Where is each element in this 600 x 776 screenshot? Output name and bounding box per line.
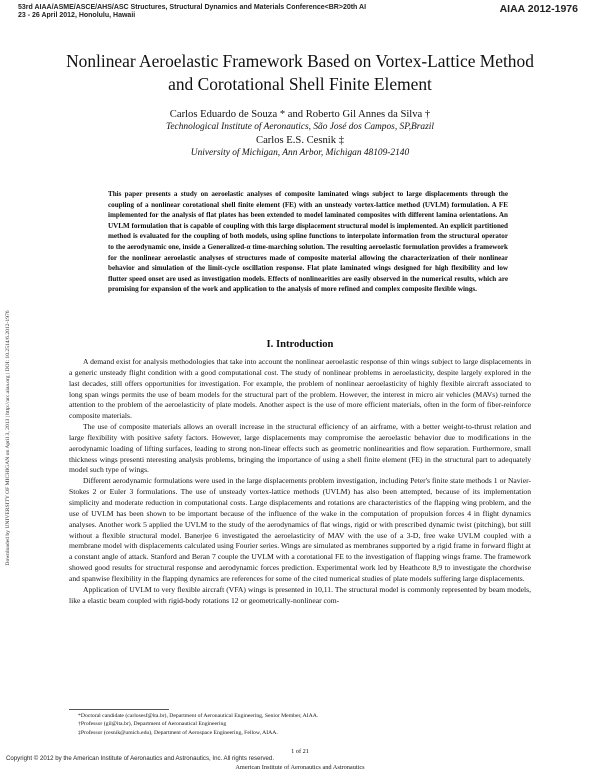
affiliation-1: Technological Institute of Aeronautics, São José dos Campos, SP,Brazil [166, 122, 434, 132]
paragraph: Application of UVLM to very flexible aircraft (VFA) wings is presented in 10,11. The structural model is commonly represented by beam models, like a elastic beam coupled with rigid-body rotations 12 or geometrically-nonlinear com- [69, 584, 531, 605]
paragraph: A demand exist for analysis methodologies that take into account the nonlinear aeroelastic response of thin wings subject to large displacements in a generic unsteady flight condition with a good computational cost. The study of nonlinear problems in aeroelasticity, despite largely explored in the last decades, still offers opportunities for investigation. For example, the problem of nonlinear aeroelasticity of highly flexible aircraft associated to long span wings permits the use of beam models for the structural part of the problem. However, the interest in micro air vehicles (MAVs) turned the attention to the problem of the aeroelasticity of plate models. Another aspect is the use of more efficient materials, often in the form of fiber-reinforce composite materials. [69, 357, 531, 421]
download-sidebar [3, 230, 13, 650]
page-number: 1 of 21 [291, 748, 309, 755]
copyright: Copyright © 2012 by the American Institute of Aeronautics and Astronautics, Inc. All rights reserved. [6, 755, 275, 762]
title-line-2: and Corotational Shell Finite Element [168, 74, 432, 94]
paper-number: AIAA 2012-1976 [499, 3, 578, 15]
footnotes [78, 712, 318, 737]
conference-line-2: 23 - 26 April 2012, Honolulu, Hawaii [18, 12, 136, 19]
footnote: †Professor (gil@ita.br), Department of Aeronautical Engineering [78, 721, 227, 728]
author-block [40, 108, 560, 160]
title-line-1: Nonlinear Aeroelastic Framework Based on Vortex-Lattice Method [66, 51, 534, 71]
authors-line-2: Carlos E.S. Cesnik ‡ [256, 135, 344, 146]
body-text [69, 357, 531, 606]
abstract: This paper presents a study on aeroelastic analyses of composite laminated wings subject to large displacements through the coupling of a nonlinear corotational shell finite element (FE) with an unsteady vortex-lattice method (UVLM) formulation. A FE implemented for the analysis of flat plates has been extended to model laminated composites with different lamina orientations. An UVLM formulation that is capable of coupling with this large displacement structural model is implemented. An explicit partitioned method is evaluated for the coupling of both models, using spline functions to interpolate information from the structural operator to the aerodynamic one, inside a Generalized-α time-marching solution. The resulting aeroelastic formulation provides a framework for the nonlinear aeroelastic analyses of structures made of composite material allowing the characterization of their nonlinear behavior and simulation of the limit-cycle oscillation response. Flat plate laminated wings designed for high flexibility and low flutter speed onset are used as investigation models. Effects of nonlinearities are easily observed in the numerical results, which are promising for expansion of the work and application to the analysis of more refined and complex composite flexible wings. [108, 190, 508, 294]
footnote: ‡Professor (cesnik@umich.edu), Department of Aerospace Engineering, Fellow, AIAA. [78, 729, 278, 736]
paragraph: Different aerodynamic formulations were used in the large displacements problem investigation, including Peter's finite state methods 1 or Navier-Stokes 2 or Euler 3 formulations. The use of unsteady vortex-lattice methods (UVLM) has also been attempted, because of its implementation simplicity and moderate reduction in computational costs. Large displacements and rotations are characteristics of the flapping wing problem, and the use of UVLM has been shown to be important because of the influence of the wake in the computation of propulsion forces 4 in flight dynamics analyses. Another work 5 applied the UVLM to the study of the aerodynamics of flat wings, rigid or with prescribed dynamic twist (pitching), but still without a flexible structural model. Banerjee 6 investigated the aeroelasticity of MAV with the use of a 3-D, free wake UVLM coupled with a membrane model with displacements calculated using Fourier series. Wings are simulated as membranes supported by a rigid frame in forward flight at a constant angle of attack. Stanford and Beran 7 couple the UVLM with a corotational FE to the investigation of flapping wings frame. The framework showed good results for structural response and aerodynamic forces prediction. Experimental work led by Heathcote 8,9 to investigate the chordwise and spanwise flexibility in the flapping dynamics are references for some of the cited numerical studies of plate models suffering large displacements. [69, 476, 531, 583]
section-heading: I. Introduction [266, 339, 334, 350]
footnote-divider [69, 709, 169, 710]
paragraph: The use of composite materials allows an overall increase in the structural efficiency of an airframe, with a better weight-to-thrust relation and large flexibility with positive safety factors. However, large displacements may compromise the aeroelastic behavior due to modifications in the aerodynamic loading of lifting surfaces, leading to strong non-linear effects such as geometric nonlinearities and flow separation. Furthermore, small thickness wings presenti nteresting analysis problems, bringing the importance of using a shell finite element (FE) in the structural part to adequately model such type of wings. [69, 422, 531, 475]
organization: American Institute of Aeronautics and Astronautics [235, 764, 365, 771]
conference-header [18, 4, 366, 20]
authors-line-1: Carlos Eduardo de Souza * and Roberto Gil Annes da Silva † [169, 109, 431, 120]
footnote: *Doctoral candidate (carlosesf@ita.br), Department of Aeronautical Engineering, Senior Member, AIAA. [78, 713, 319, 719]
conference-line-1: 53rd AIAA/ASME/ASCE/AHS/ASC Structures, Structural Dynamics and Materials Conference<BR>20th AI [18, 4, 367, 11]
download-sidebar-text: Downloaded by UNIVERSITY OF MICHIGAN on April 3, 2013 | http://arc.aiaa.org | DOI: 10.2514/6.2012-1976 [5, 310, 11, 566]
affiliation-2: University of Michigan, Ann Arbor, Michigan 48109-2140 [190, 148, 410, 158]
paper-title [40, 50, 560, 96]
